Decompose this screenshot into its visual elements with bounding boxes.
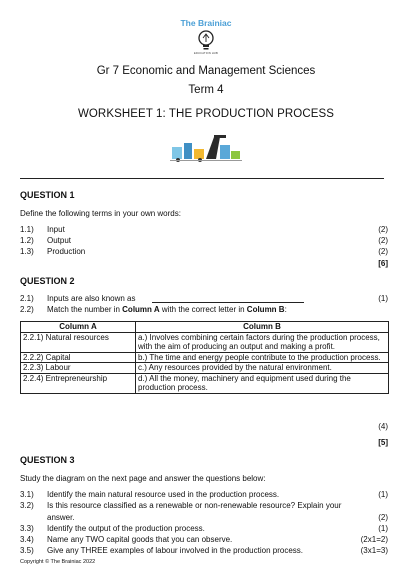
item-text: Inputs are also known as [47, 294, 136, 303]
column-a-cell: 2.2.1) Natural resources [21, 332, 136, 352]
column-b-cell: d.) All the money, machinery and equipment used during the production process. [136, 373, 389, 393]
item-number: 1.3) [20, 247, 34, 256]
column-b-header: Column B [136, 322, 389, 333]
question-2-total: [5] [378, 438, 388, 447]
item-text: Identify the main natural resource used in the production process. [47, 490, 280, 499]
brand-name: The Brainiac [180, 18, 232, 28]
column-a-cell: 2.2.4) Entrepreneurship [21, 373, 136, 393]
item-number: 1.2) [20, 236, 34, 245]
column-a-header: Column A [21, 322, 136, 333]
item-mark: (2) [378, 225, 388, 234]
item-number: 3.3) [20, 524, 34, 533]
worksheet-title: WORKSHEET 1: THE PRODUCTION PROCESS [77, 108, 335, 120]
table-row [21, 363, 389, 374]
column-b-cell: a.) Involves combining certain factors during the production process, with the aim of producing an output and making a profit. [136, 332, 389, 352]
item-number: 2.1) [20, 294, 34, 303]
item-text: Production [47, 247, 86, 256]
column-a-cell: 2.2.2) Capital [21, 352, 136, 363]
table-row [21, 373, 389, 393]
item-mark: (3x1=3) [360, 546, 388, 555]
item-mark: (2) [378, 513, 388, 522]
item-number: 3.2) [20, 501, 34, 510]
item-text: Is this resource classified as a renewable or non-renewable resource? Explain your [47, 501, 342, 510]
item-text: Identify the output of the production process. [47, 524, 205, 533]
item-text: Output [47, 236, 72, 245]
item-mark: (2) [378, 247, 388, 256]
table-header-row [21, 322, 389, 333]
lightbulb-logo-icon [194, 29, 218, 53]
question-2-heading: QUESTION 2 [20, 276, 75, 286]
matching-table [20, 321, 389, 394]
item-number: 3.4) [20, 535, 34, 544]
item-number: 3.1) [20, 490, 34, 499]
item-mark: (1) [378, 294, 388, 303]
table-row [21, 352, 389, 363]
item-number: 3.5) [20, 546, 34, 555]
term-title: Term 4 [188, 84, 224, 96]
item-mark: (1) [378, 524, 388, 533]
item-text: Give any THREE examples of labour involved in the production process. [47, 546, 303, 555]
column-a-cell: 2.2.3) Labour [21, 363, 136, 374]
question-1-intro: Define the following terms in your own words: [20, 209, 181, 218]
item-mark: (2) [378, 236, 388, 245]
match-instruction: Match the number in Column A with the correct letter in Column B: [47, 305, 287, 314]
header-divider [20, 178, 384, 179]
column-b-cell: c.) Any resources provided by the natural environment. [136, 363, 389, 374]
item-number: 1.1) [20, 225, 34, 234]
factory-illustration-icon [170, 133, 242, 163]
answer-blank-line [152, 302, 304, 303]
item-number: 2.2) [20, 305, 34, 314]
question-2-mark: (4) [378, 422, 388, 431]
question-1-heading: QUESTION 1 [20, 190, 75, 200]
question-3-heading: QUESTION 3 [20, 455, 75, 465]
item-mark: (2x1=2) [360, 535, 388, 544]
copyright-footer: Copyright © The Brainiac 2022 [20, 559, 96, 565]
column-b-cell: b.) The time and energy people contribute to the production process. [136, 352, 389, 363]
item-mark: (1) [378, 490, 388, 499]
item-text: Name any TWO capital goods that you can observe. [47, 535, 233, 544]
item-text: answer. [47, 513, 75, 522]
item-text: Input [47, 225, 65, 234]
question-3-intro: Study the diagram on the next page and answer the questions below: [20, 474, 266, 483]
subject-title: Gr 7 Economic and Management Sciences [96, 65, 316, 77]
question-1-total: [6] [378, 259, 388, 268]
table-row [21, 332, 389, 352]
brand-subtitle: EDUCATION HUB [194, 52, 218, 55]
